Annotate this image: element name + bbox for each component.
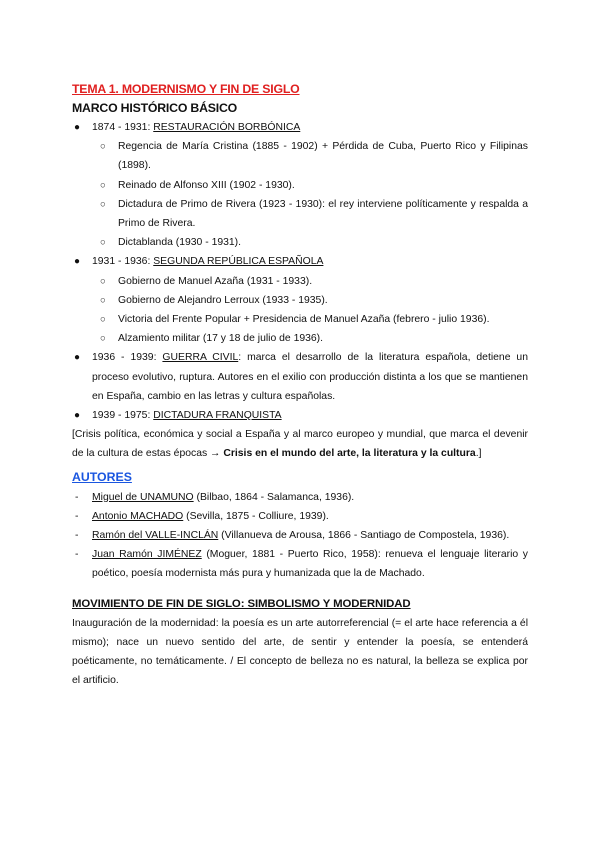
movimiento-heading: MOVIMIENTO DE FIN DE SIGLO: SIMBOLISMO Y MODERNIDAD bbox=[72, 597, 411, 610]
subperiod-text: Alzamiento militar (17 y 18 de julio de 1936). bbox=[118, 333, 324, 345]
author-name: Ramón del VALLE-INCLÁN bbox=[92, 530, 219, 542]
author-name: Antonio MACHADO bbox=[92, 510, 184, 522]
subperiod-text: Gobierno de Alejandro Lerroux (1933 - 1935). bbox=[118, 294, 328, 306]
dash-bullet: - bbox=[75, 530, 79, 542]
author-name: Miguel de UNAMUNO bbox=[92, 491, 194, 503]
movimiento-text: Inauguración de la modernidad: la poesía es un arte autorreferencial (= el arte hace referencia a él mismo); nace un nuevo sentido del arte, de sentir y entender la poesía, se entenderá poéticamente, no temáticamente. / El concepto de belleza no es natural, la belleza se explica por el artificio. bbox=[72, 617, 528, 687]
author-item bbox=[72, 507, 528, 526]
period-name: DICTADURA FRANQUISTA bbox=[153, 410, 282, 422]
subperiod-item bbox=[72, 329, 528, 348]
period-dates: 1931 - 1936: bbox=[92, 256, 154, 268]
document-title: TEMA 1. MODERNISMO Y FIN DE SIGLO bbox=[72, 82, 300, 96]
dash-bullet: - bbox=[75, 491, 79, 503]
period-dates: 1936 - 1939: bbox=[92, 352, 163, 364]
subperiod-item bbox=[72, 272, 528, 291]
bullet-icon: ● bbox=[74, 256, 81, 268]
circle-bullet-icon: ○ bbox=[100, 294, 106, 306]
author-item bbox=[72, 488, 528, 507]
note-end: .] bbox=[475, 448, 482, 460]
bullet-icon: ● bbox=[74, 122, 81, 133]
subperiod-item bbox=[72, 195, 528, 233]
circle-bullet-icon: ○ bbox=[100, 141, 106, 153]
author-item bbox=[72, 526, 528, 545]
subperiod-text: Reinado de Alfonso XIII (1902 - 1930). bbox=[118, 179, 295, 191]
period-item bbox=[72, 348, 528, 406]
subperiod-text: Gobierno de Manuel Azaña (1931 - 1933). bbox=[118, 275, 313, 287]
bullet-icon: ● bbox=[74, 352, 81, 364]
bullet-icon: ● bbox=[74, 410, 81, 422]
author-details: (Bilbao, 1864 - Salamanca, 1936). bbox=[193, 491, 355, 503]
author-name: Juan Ramón JIMÉNEZ bbox=[92, 549, 202, 561]
circle-bullet-icon: ○ bbox=[100, 179, 106, 191]
subperiod-item bbox=[72, 233, 528, 252]
period-item bbox=[72, 118, 528, 137]
note-text: [Crisis política, económica y social a España y al marco europeo y mundial, que marca el devenir de la cultura de estas épocas → bbox=[72, 429, 528, 460]
period-dates: 1939 - 1975: bbox=[92, 410, 154, 422]
marco-heading: MARCO HISTÓRICO BÁSICO bbox=[72, 101, 238, 115]
subperiod-text: Victoria del Frente Popular + Presidencia de Manuel Azaña (febrero - julio 1936). bbox=[118, 314, 490, 326]
period-item bbox=[72, 252, 528, 271]
period-dates: 1874 - 1931: bbox=[92, 122, 154, 133]
period-name: RESTAURACIÓN BORBÓNICA bbox=[153, 122, 301, 133]
circle-bullet-icon: ○ bbox=[100, 314, 106, 326]
dash-bullet: - bbox=[75, 549, 79, 561]
period-item bbox=[72, 406, 528, 425]
period-name: SEGUNDA REPÚBLICA ESPAÑOLA bbox=[153, 256, 324, 268]
circle-bullet-icon: ○ bbox=[100, 198, 106, 210]
note-emphasis: Crisis en el mundo del arte, la literatura y la cultura bbox=[223, 448, 476, 460]
document-content bbox=[72, 82, 528, 690]
subperiod-item bbox=[72, 310, 528, 329]
autores-heading[interactable]: AUTORES bbox=[72, 469, 132, 484]
context-note bbox=[72, 425, 528, 463]
author-details: (Villanueva de Arousa, 1866 - Santiago de Compostela, 1936). bbox=[218, 530, 510, 542]
subperiod-text: Dictadura de Primo de Rivera (1923 - 1930): el rey interviene políticamente y respalda a Primo de Rivera. bbox=[118, 198, 528, 230]
author-details: (Moguer, 1881 - Puerto Rico, 1958): renueva el lenguaje literario y poético, poesía modernista más pura y humanizada que la de Machado. bbox=[92, 549, 528, 580]
subperiod-item bbox=[72, 176, 528, 195]
author-item bbox=[72, 545, 528, 583]
author-details: (Sevilla, 1875 - Colliure, 1939). bbox=[183, 510, 329, 522]
dash-bullet: - bbox=[75, 510, 79, 522]
subperiod-item bbox=[72, 291, 528, 310]
circle-bullet-icon: ○ bbox=[100, 333, 106, 345]
circle-bullet-icon: ○ bbox=[100, 237, 106, 249]
period-description: : marca el desarrollo de la literatura española, detiene un proceso evolutivo, ruptura. Autores en el exilio con producción distinta a los que se mantienen en España, cambio en las letras y cultura españolas. bbox=[92, 352, 528, 402]
subperiod-item bbox=[72, 137, 528, 175]
subperiod-text: Regencia de María Cristina (1885 - 1902) + Pérdida de Cuba, Puerto Rico y Filipinas (1898). bbox=[118, 141, 528, 172]
period-name: GUERRA CIVIL bbox=[162, 352, 239, 364]
circle-bullet-icon: ○ bbox=[100, 275, 106, 287]
subperiod-text: Dictablanda (1930 - 1931). bbox=[118, 237, 242, 249]
